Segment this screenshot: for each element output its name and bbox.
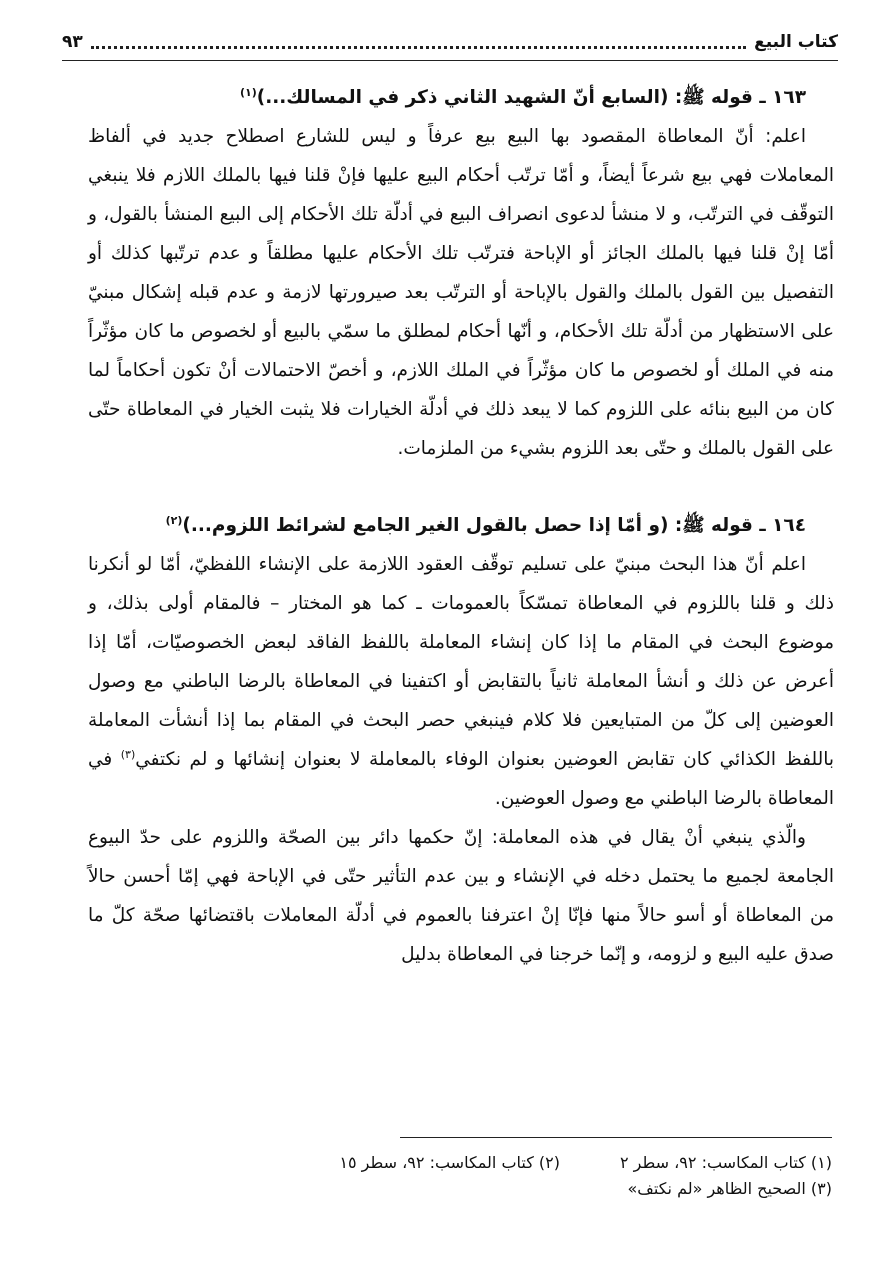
footnote-row bbox=[88, 1150, 832, 1176]
footnote-rule bbox=[400, 1137, 832, 1138]
footnotes bbox=[88, 1150, 832, 1202]
footnote-ref-2: (٢) bbox=[165, 513, 183, 527]
section-paragraph-164 bbox=[88, 545, 834, 818]
footnote-2: (٢) كتاب المكاسب: ٩٢، سطر ١٥ bbox=[339, 1153, 560, 1172]
section-paragraph-164-2: والّذي ينبغي أنْ يقال في هذه المعاملة: إنّ حكمها دائر بين الصحّة واللزوم على حدّ البيوع الجامعة لجميع ما يحتمل دخله في الإنشاء و بين عدم التأثير حتّى في الإباحة فهي إمّا أحسن حالاً من المعاطاة أو أسو حالاً منها فإنّا إنْ اعترفنا بالعموم في أدلّة المعاملات باقتضائها صحّة كلّ ما صدق عليه البيع و لزومه، و إنّما خرجنا في المعاطاة بدليل bbox=[88, 827, 834, 965]
book-title: كتاب البيع bbox=[754, 32, 838, 52]
heading-163-text: ١٦٣ ـ قوله ﷺ: (السابع أنّ الشهيد الثاني ذكر في المسالك...) bbox=[256, 87, 806, 108]
paragraph-164-after-note: في المعاطاة بالرضا الباطني مع وصول العوضين. bbox=[88, 749, 834, 809]
main-text bbox=[88, 78, 834, 974]
section-heading-164 bbox=[88, 506, 834, 545]
header-dot-leader bbox=[91, 46, 746, 49]
section-paragraph-163: اعلم: أنّ المعاطاة المقصود بها البيع بيع عرفاً و ليس للشارع اصطلاح جديد في ألفاظ المعاملات فهي بيع شرعاً أيضاً، و أمّا ترتّب أحكام البيع عليها فإنْ قلنا فيها بالملك اللازم فلا ينبغي التوقّف في الترتّب، و لا منشأ لدعوى انصراف البيع في أدلّة تلك الأحكام إلى البيع المنشأ بالقول، و أمّا إنْ قلنا فيها بالملك الجائز أو الإباحة فترتّب تلك الأحكام عليها مطلقاً و عدم ترتّبها كذلك أو التفصيل بين القول بالملك والقول بالإباحة أو الترتّب بعد صيرورتها لازمة و عدم قبله إشكال مبنيّ على الاستظهار من أدلّة تلك الأحكام، و أنّها أحكام لمطلق ما سمّي بالبيع أو لخصوص ما كان مؤثّراً منه في الملك أو لخصوص ما كان مؤثّراً في الملك اللازم، و أخصّ الاحتمالات أنْ تكون أحكاماً لما كان من البيع بنائه على اللزوم كما لا يبعد ذلك في أدلّة الخيارات فلا يثبت الخيار في المعاطاة حتّى على القول بالملك و حتّى بعد اللزوم بشيء من الملزمات. bbox=[88, 126, 834, 459]
section-heading-163 bbox=[88, 78, 834, 117]
header-rule bbox=[62, 60, 838, 61]
page-number: ٩٣ bbox=[62, 32, 83, 52]
footnote-1: (١) كتاب المكاسب: ٩٢، سطر ٢ bbox=[620, 1153, 832, 1172]
paragraph-164-before-note: اعلم أنّ هذا البحث مبنيّ على تسليم توقّف العقود اللازمة على الإنشاء اللفظيّ، أمّا لو أنكرنا ذلك و قلنا باللزوم في المعاطاة تمسّكاً بالعمومات ـ كما هو المختار – فالمقام أولى بذلك، و موضوع البحث في المقام ما إذا كان إنشاء المعاملة باللفظ الفاقد لبعض الخصوصيّات، أمّا إذا أعرض عن ذلك و أنشأ المعاملة ثانياً بالتقابض أو اكتفينا في المعاطاة بالرضا الباطني مع وصول العوضين إلى كلّ من المتبايعين فلا كلام فينبغي حصر البحث في المقام بما إذا أنشأت المعاملة باللفظ الكذائي كان تقابض العوضين بعنوان الوفاء بالمعاملة لا بعنوان إنشائها و لم نكتفي bbox=[88, 554, 834, 770]
footnote-ref-1: (١) bbox=[239, 85, 257, 99]
running-header bbox=[62, 30, 838, 54]
heading-164-text: ١٦٤ ـ قوله ﷺ: (و أمّا إذا حصل بالقول الغير الجامع لشرائط اللزوم...) bbox=[182, 515, 806, 536]
footnote-ref-3: (٣) bbox=[120, 747, 136, 761]
footnote-3: (٣) الصحيح الظاهر «لم نكتف» bbox=[627, 1179, 832, 1198]
section-gap bbox=[88, 468, 834, 506]
